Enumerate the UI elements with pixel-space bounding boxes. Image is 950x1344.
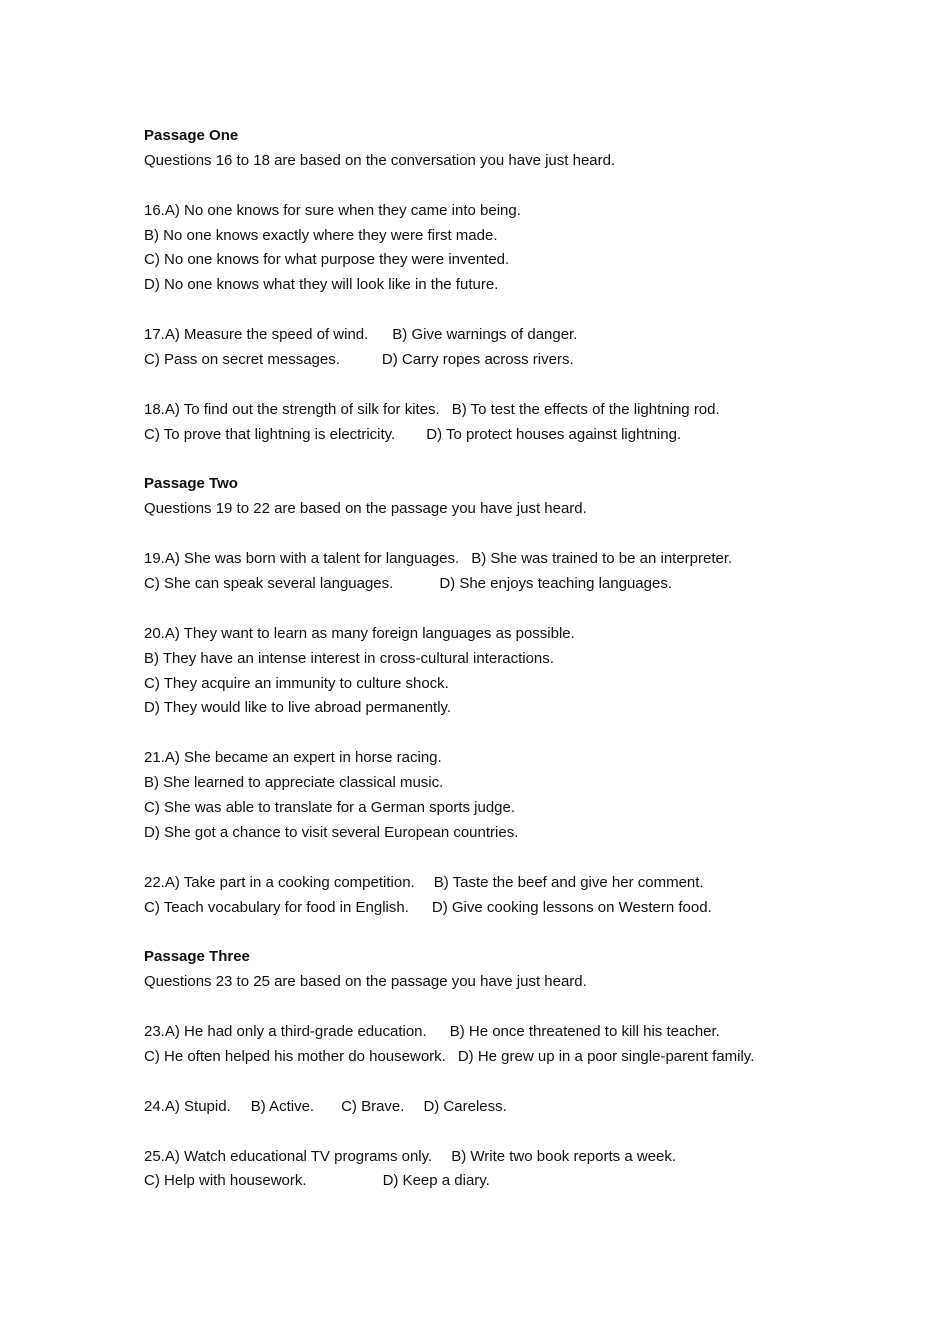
passage-heading: Passage Two [144,475,238,493]
answer-option: C) He often helped his mother do housework. [144,1047,446,1065]
answer-option: 21.A) She became an expert in horse racing. [144,749,442,767]
answer-option: D) Keep a diary. [382,1172,490,1190]
question-line [144,1095,864,1120]
question-line [144,672,864,697]
question-block [144,746,864,846]
answer-option: D) No one knows what they will look like in the future. [144,276,499,294]
answer-option: C) Teach vocabulary for food in English. [144,898,409,916]
passage-intro: Questions 23 to 25 are based on the passage you have just heard. [144,973,587,991]
blank-line [144,373,864,398]
answer-option: C) Brave. [341,1097,405,1115]
blank-line [144,721,864,746]
question-line [144,1045,864,1070]
answer-option: D) To protect houses against lightning. [426,425,682,443]
blank-line [144,921,864,946]
question-line [144,622,864,647]
question-line [144,1020,864,1045]
answer-option: C) No one knows for what purpose they were invented. [144,251,510,269]
answer-option: 23.A) He had only a third-grade education. [144,1023,427,1041]
blank-line [144,1070,864,1095]
answer-option: B) Write two book reports a week. [451,1147,677,1165]
answer-option: 20.A) They want to learn as many foreign languages as possible. [144,624,575,642]
answer-option: B) He once threatened to kill his teacher. [449,1023,720,1041]
blank-line [144,1120,864,1145]
question-block [144,871,864,921]
question-block [144,1145,864,1195]
question-block [144,1095,864,1120]
blank-line [144,174,864,199]
answer-option: D) Careless. [423,1097,507,1115]
answer-option: C) They acquire an immunity to culture shock. [144,674,449,692]
answer-option: D) Carry ropes across rivers. [381,351,574,369]
answer-option: B) Active. [250,1097,315,1115]
question-block [144,547,864,597]
question-line [144,323,864,348]
answer-option: 24.A) Stupid. [144,1097,231,1115]
blank-line [144,448,864,473]
answer-option: D) He grew up in a poor single-parent family. [457,1047,755,1065]
question-block [144,323,864,373]
question-block [144,1020,864,1070]
question-line [144,248,864,273]
passage-section [144,472,864,945]
question-line [144,224,864,249]
answer-option: D) She enjoys teaching languages. [439,575,672,593]
answer-option: B) She learned to appreciate classical music. [144,774,444,792]
answer-option: C) Pass on secret messages. [144,351,340,369]
answer-option: D) Give cooking lessons on Western food. [431,898,712,916]
passage-section [144,124,864,472]
question-line [144,398,864,423]
answer-option: B) To test the effects of the lightning rod. [451,400,720,418]
answer-option: 17.A) Measure the speed of wind. [144,326,369,344]
question-line [144,796,864,821]
answer-option: C) She was able to translate for a German sports judge. [144,799,516,817]
question-line [144,696,864,721]
answer-option: C) To prove that lightning is electricity. [144,425,396,443]
question-line [144,199,864,224]
answer-option: D) She got a chance to visit several European countries. [144,823,519,841]
question-line [144,896,864,921]
question-line [144,1169,864,1194]
question-line [144,547,864,572]
question-line [144,348,864,373]
answer-option: B) Taste the beef and give her comment. [433,873,704,891]
answer-option: B) No one knows exactly where they were first made. [144,226,498,244]
passage-intro: Questions 19 to 22 are based on the passage you have just heard. [144,500,587,518]
answer-option: 22.A) Take part in a cooking competition. [144,873,415,891]
answer-option: 19.A) She was born with a talent for languages. [144,550,460,568]
listening-section [144,124,864,1194]
blank-line [144,846,864,871]
question-block [144,199,864,299]
passage-heading: Passage One [144,127,239,144]
question-line [144,821,864,846]
question-line [144,746,864,771]
passage-heading: Passage Three [144,948,250,966]
question-line [144,871,864,896]
passage-intro: Questions 16 to 18 are based on the conversation you have just heard. [144,151,616,169]
blank-line [144,298,864,323]
answer-option: B) She was trained to be an interpreter. [471,550,733,568]
answer-option: 18.A) To find out the strength of silk for kites. [144,400,440,418]
answer-option: 16.A) No one knows for sure when they came into being. [144,201,521,219]
question-block [144,622,864,722]
exam-page [144,124,864,1194]
blank-line [144,597,864,622]
question-block [144,398,864,448]
passage-section [144,945,864,1194]
blank-line [144,995,864,1020]
answer-option: D) They would like to live abroad permanently. [144,699,452,717]
question-line [144,423,864,448]
answer-option: B) Give warnings of danger. [392,326,578,344]
question-line [144,273,864,298]
answer-option: C) Help with housework. [144,1172,307,1190]
answer-option: 25.A) Watch educational TV programs only. [144,1147,433,1165]
answer-option: B) They have an intense interest in cross-cultural interactions. [144,649,554,667]
question-line [144,1145,864,1170]
question-line [144,771,864,796]
question-line [144,572,864,597]
blank-line [144,522,864,547]
question-line [144,647,864,672]
answer-option: C) She can speak several languages. [144,575,394,593]
